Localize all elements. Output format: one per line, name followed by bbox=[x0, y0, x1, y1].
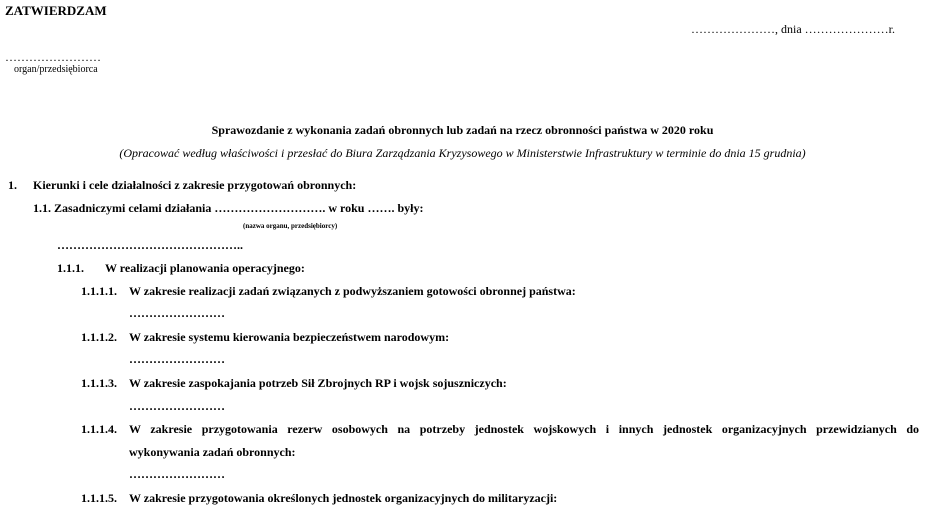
signature-label: organ/przedsiębiorca bbox=[14, 64, 98, 75]
date-line: …………………, dnia …………………r. bbox=[691, 22, 895, 36]
item-4-text-line-2: wykonywania zadań obronnych: bbox=[129, 445, 296, 459]
item-5-text: W zakresie przygotowania określonych jednostek organizacyjnych do militaryzacji: bbox=[129, 491, 558, 505]
section-1-number: 1. bbox=[8, 178, 17, 192]
section-1-1-1-text: W realizacji planowania operacyjnego: bbox=[105, 261, 305, 275]
approval-heading: ZATWIERDZAM bbox=[5, 3, 107, 18]
item-1-text: W zakresie realizacji zadań związanych z podwyższaniem gotowości obronnej państwa: bbox=[129, 284, 576, 298]
section-1-1-note: (nazwa organu, przedsiębiorcy) bbox=[243, 222, 338, 230]
item-1-dots: …………………… bbox=[129, 306, 225, 320]
signature-dots: …………………… bbox=[5, 50, 101, 64]
section-1-text: Kierunki i cele działalności z zakresie przygotowań obronnych: bbox=[33, 178, 357, 192]
item-3-dots: …………………… bbox=[129, 399, 225, 413]
report-subtitle: (Opracować według właściwości i przesłać do Biura Zarządzania Kryzysowego w Ministerstwie Infrastruktury w terminie do dnia 15 grudnia) bbox=[119, 146, 806, 160]
item-4-text-line-1: W zakresie przygotowania rezerw osobowych na potrzeby jednostek wojskowych i innych jednostek organizacyjnych przewidzianych do bbox=[129, 422, 919, 436]
section-1-1-dots: ……………………………………….. bbox=[57, 238, 243, 252]
item-5-number: 1.1.1.5. bbox=[81, 491, 117, 505]
section-1-1-text: 1.1. Zasadniczymi celami działania ………………………. w roku ……. były: bbox=[33, 201, 424, 215]
item-2-dots: …………………… bbox=[129, 352, 225, 366]
item-3-number: 1.1.1.3. bbox=[81, 376, 117, 390]
item-1-number: 1.1.1.1. bbox=[81, 284, 117, 298]
item-4-number: 1.1.1.4. bbox=[81, 422, 117, 436]
item-2-number: 1.1.1.2. bbox=[81, 330, 117, 344]
section-1-1-1-number: 1.1.1. bbox=[57, 261, 84, 275]
report-title: Sprawozdanie z wykonania zadań obronnych lub zadań na rzecz obronności państwa w 2020 roku bbox=[211, 123, 714, 137]
item-2-text: W zakresie systemu kierowania bezpieczeństwem narodowym: bbox=[129, 330, 450, 344]
item-4-dots: …………………… bbox=[129, 467, 225, 481]
item-3-text: W zakresie zaspokajania potrzeb Sił Zbrojnych RP i wojsk sojuszniczych: bbox=[129, 376, 507, 390]
